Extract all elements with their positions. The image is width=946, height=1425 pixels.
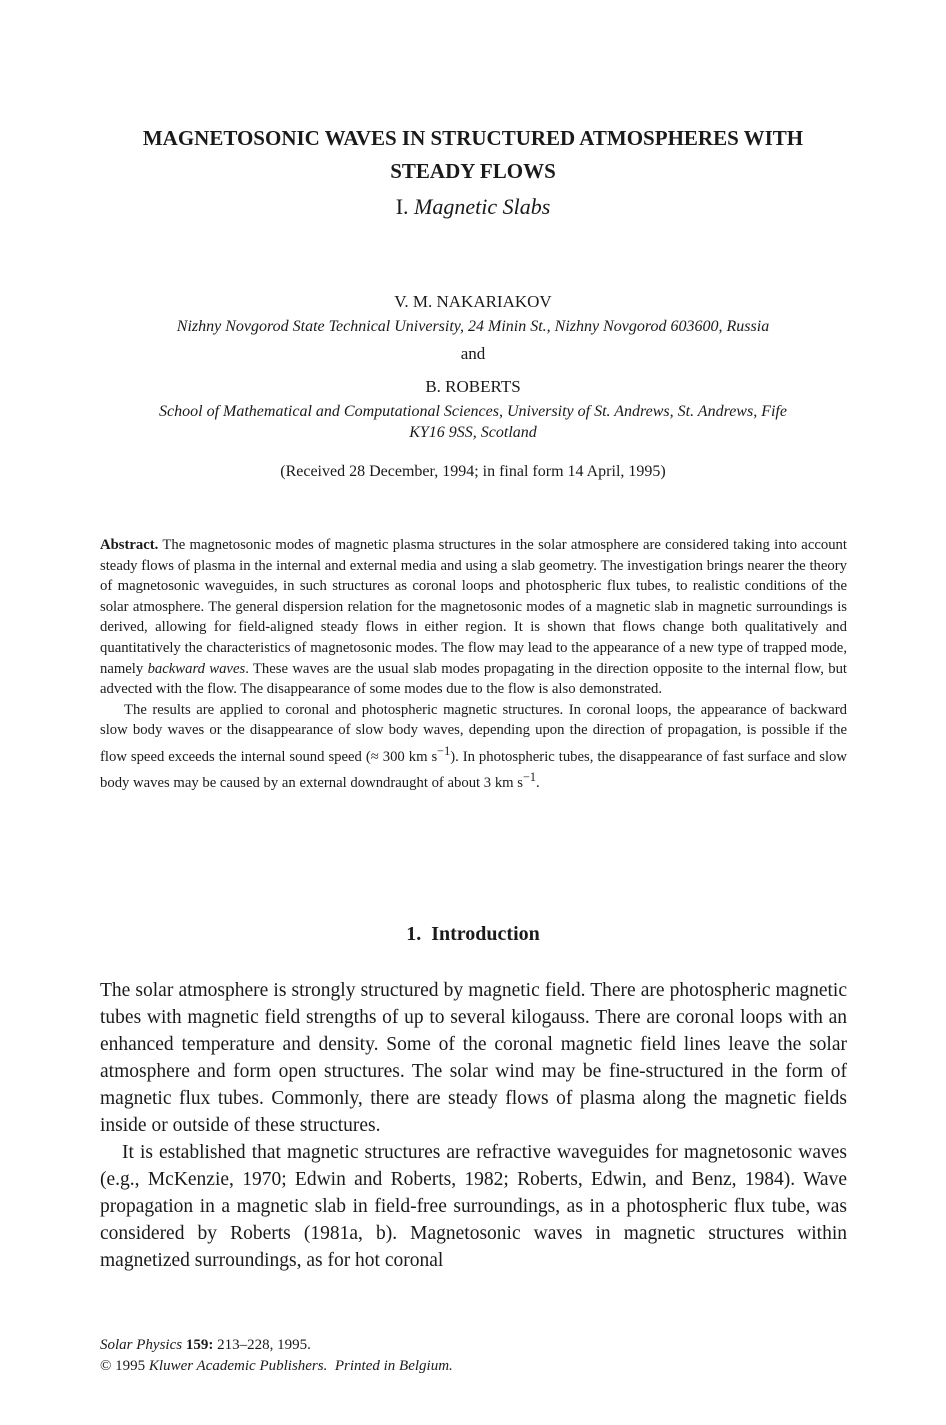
body-paragraph-1: The solar atmosphere is strongly structured by magnetic field. There are photospheric magnetic tubes with magnetic field strengths of up to several kilogauss. There are coronal loops with an enhanced temperature and density. Some of the coronal magnetic field lines leave the solar atmosphere and form open structures. The solar wind may be fine-structured in the form of magnetic flux tubes. Commonly, there are steady flows of plasma along the magnetic fields inside or outside of these structures.: [100, 980, 847, 1136]
section-title: Introduction: [431, 923, 540, 945]
title-line-1: MAGNETOSONIC WAVES IN STRUCTURED ATMOSPHERES WITH: [142, 126, 804, 150]
title-line-2: STEADY FLOWS: [390, 159, 556, 183]
journal-pages: 213–228, 1995.: [217, 1337, 311, 1353]
part-number: I.: [395, 194, 409, 219]
body-paragraph-2: It is established that magnetic structures are refractive waveguides for magnetosonic waves (e.g., McKenzie, 1970; Edwin and Roberts, 1982; Roberts, Edwin, and Benz, 1984). Wave propagation in a magnetic slab in field-free surroundings, as in a photospheric flux tube, was considered by Roberts (1981a, b). Magnetosonic waves in magnetic structures within magnetized surroundings, as for hot coronal: [100, 1142, 847, 1271]
author-1-affiliation: Nizhny Novgorod State Technical University, 24 Minin St., Nizhny Novgorod 603600, Russia: [176, 318, 770, 335]
journal-volume: 159:: [185, 1337, 214, 1353]
journal-name: Solar Physics: [100, 1337, 183, 1353]
page-footer: [100, 1335, 453, 1377]
copyright-line: [100, 1356, 453, 1377]
author-2-affiliation: [100, 401, 846, 443]
section-heading: [60, 923, 886, 946]
abstract: [100, 535, 847, 794]
author-2-affiliation-line-2: KY16 9SS, Scotland: [409, 424, 537, 441]
abstract-emphasis: backward waves: [147, 660, 246, 677]
copyright-year: © 1995: [100, 1358, 146, 1374]
abstract-label: Abstract.: [100, 537, 159, 553]
author-2-name: B. ROBERTS: [425, 377, 521, 396]
received-dates: (Received 28 December, 1994; in final form 14 April, 1995): [280, 463, 666, 480]
abstract-paragraph-2: The results are applied to coronal and photospheric magnetic structures. In coronal loops, the appearance of backward slow body waves or the disappearance of slow body waves, depending upon the direction of propagation, is possible if the flow speed exceeds the internal sound speed (≈ 300 km $s^{-1}$). In photospheric tubes, the disappearance of fast surface and slow body waves may be caused by an external downdraught of about 3 km $s^{-1}$.: [100, 701, 847, 792]
paper-subtitle: [60, 194, 886, 220]
paper-title: [60, 122, 886, 188]
author-1-name: V. M. NAKARIAKOV: [394, 292, 552, 311]
part-title: Magnetic Slabs: [414, 194, 551, 219]
unit-exponent: −1: [437, 743, 451, 758]
printed-in: Printed in Belgium.: [334, 1358, 453, 1374]
author-separator: and: [460, 344, 486, 363]
journal-citation: [100, 1335, 453, 1356]
body-text: [100, 977, 847, 1274]
section-number: 1.: [406, 923, 422, 945]
abstract-paragraph-1: Abstract. The magnetosonic modes of magnetic plasma structures in the solar atmosphere are considered taking into account steady flows of plasma in the internal and external media and using a slab geometry. The investigation brings nearer the theory of magnetosonic waveguides, in such structures as coronal loops and photospheric flux tubes, to realistic conditions of the solar atmosphere. The general dispersion relation for the magnetosonic modes of a magnetic slab in magnetic surroundings is derived, allowing for field-aligned steady flows in either region. It is shown that flows change both qualitatively and quantitatively the characteristics of magnetosonic modes. The flow may lead to the appearance of a new type of trapped mode, namely backward waves. These waves are the usual slab modes propagating in the direction opposite to the internal flow, but advected with the flow. The disappearance of some modes due to the flow is also demonstrated.: [100, 537, 847, 698]
author-2-affiliation-line-1: School of Mathematical and Computational Sciences, University of St. Andrews, St. Andrews, Fife: [159, 403, 787, 420]
publisher: Kluwer Academic Publishers.: [148, 1358, 328, 1374]
unit-exponent: −1: [522, 770, 537, 785]
